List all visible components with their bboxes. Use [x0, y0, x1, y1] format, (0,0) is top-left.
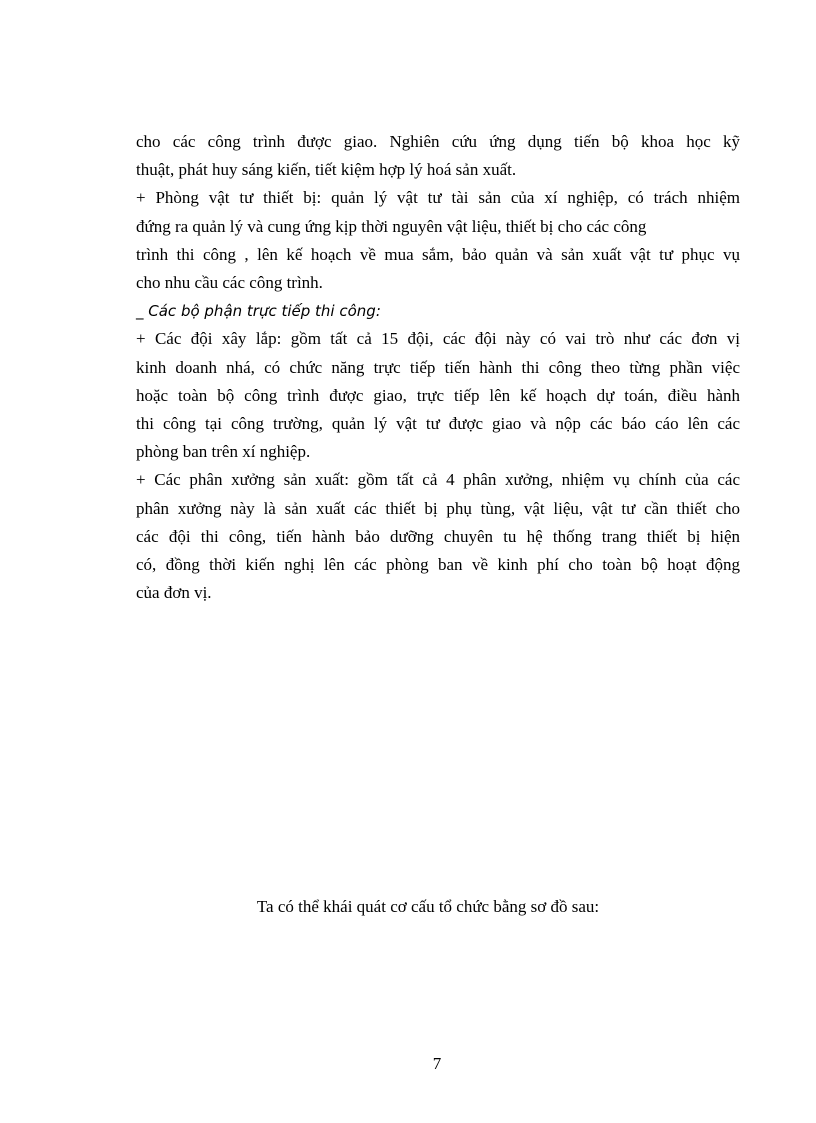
text-line: kinh doanh nhá, có chức năng trực tiếp tiến hành thi công theo từng phần việc [136, 357, 740, 377]
text-line: + Các đội xây lắp: gồm tất cả 15 đội, các đội này có vai trò như các đơn vị [136, 329, 740, 349]
text-line: cho nhu cầu các công trình. [136, 273, 323, 293]
text-line: thuật, phát huy sáng kiến, tiết kiệm hợp lý hoá sản xuất. [136, 160, 517, 180]
text-line: hoặc toàn bộ công trình được giao, trực tiếp lên kế hoạch dự toán, điều hành [136, 385, 740, 405]
text-line: + Các phân xưởng sản xuất: gồm tất cả 4 phân xưởng, nhiệm vụ chính của các [136, 470, 740, 490]
diagram-intro: Ta có thể khái quát cơ cấu tổ chức bằng sơ đồ sau: [256, 897, 600, 916]
text-line: phòng ban trên xí nghiệp. [136, 442, 311, 462]
text-line: + Phòng vật tư thiết bị: quản lý vật tư tài sản của xí nghiệp, có trách nhiệm [136, 188, 740, 208]
text-line: cho các công trình được giao. Nghiên cứu ứng dụng tiến bộ khoa học kỹ [136, 132, 740, 151]
text-line: đứng ra quản lý và cung ứng kịp thời nguyên vật liệu, thiết bị cho các công [136, 216, 647, 236]
page-number: 7 [432, 1054, 442, 1073]
text-line: trình thi công , lên kế hoạch về mua sắm, bảo quản và sản xuất vật tư phục vụ [136, 244, 740, 264]
text-line: các đội thi công, tiến hành bảo dưỡng chuyên tu hệ thống trang thiết bị hiện [136, 526, 740, 546]
text-line: của đơn vị. [136, 583, 212, 603]
text-line: thi công tại công trường, quản lý vật tư được giao và nộp các báo cáo lên các [136, 414, 740, 434]
text-line: có, đồng thời kiến nghị lên các phòng ban về kinh phí cho toàn bộ hoạt động [136, 555, 740, 575]
text-line: phân xưởng này là sản xuất các thiết bị phụ tùng, vật liệu, vật tư cần thiết cho [136, 498, 740, 518]
section-subheading: _ Các bộ phận trực tiếp thi công: [136, 302, 381, 321]
body-text [136, 128, 740, 607]
